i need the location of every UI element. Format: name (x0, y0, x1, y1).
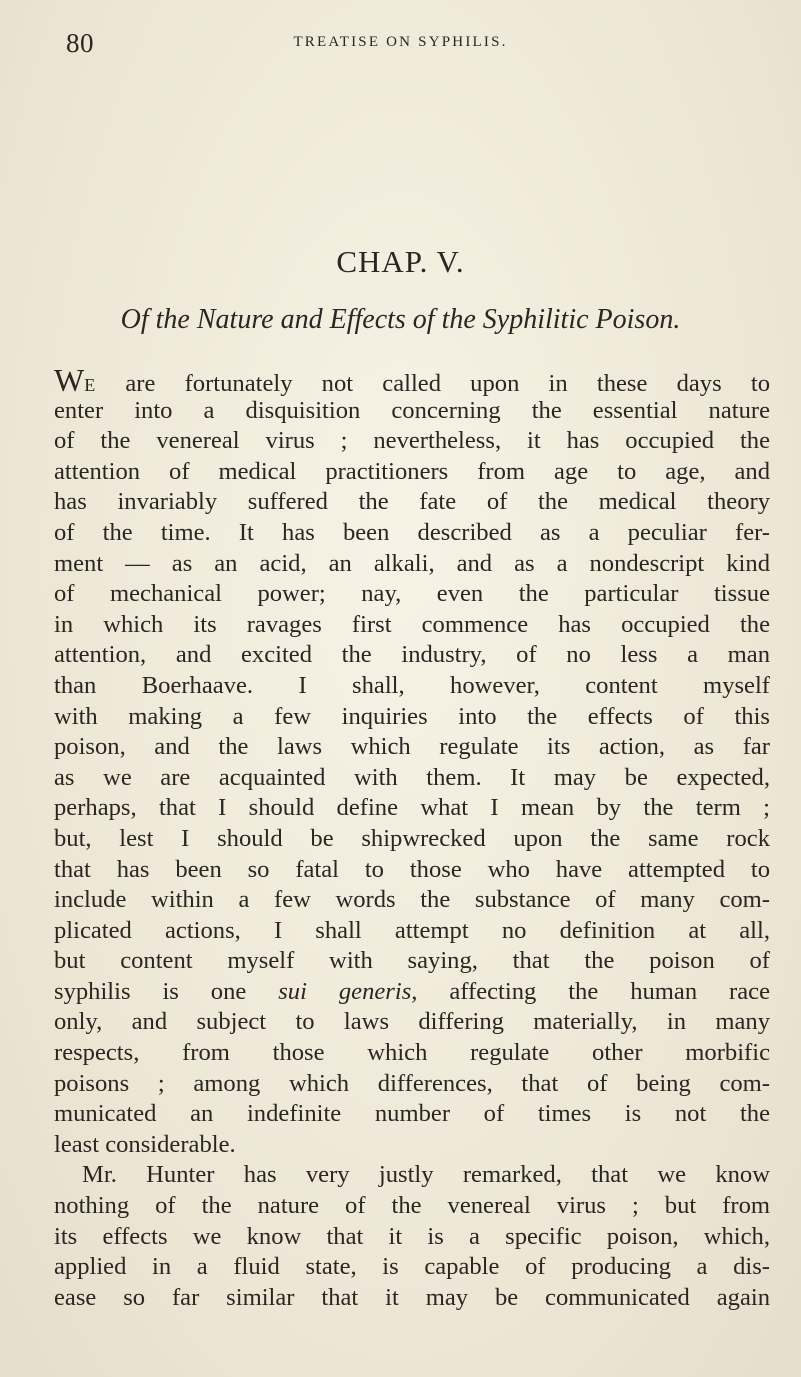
text-line-11: than Boerhaave. I shall, however, content myself (54, 671, 770, 699)
text-line-7: ment — as an acid, an alkali, and as a nondescript kind (54, 549, 770, 577)
text-line-29: its effects we know that it is a specific poison, which, (54, 1222, 770, 1250)
text-line-26: least considerable. (54, 1130, 236, 1158)
text-line-1 (54, 362, 770, 398)
latin-phrase: sui generis, (278, 977, 418, 1005)
text-line-22: only, and subject to laws differing materially, in many (54, 1008, 770, 1036)
text-line-19: plicated actions, I shall attempt no definition at all, (54, 916, 770, 944)
text-line-24: poisons ; among which differences, that of being com- (54, 1069, 770, 1097)
chapter-heading: CHAP. V. (336, 244, 465, 279)
text-line-1-words: are fortunately not called upon in these days to (125, 370, 770, 397)
text-line-21-end: affecting the human race (449, 977, 770, 1005)
text-line-16: but, lest I should be shipwrecked upon the same rock (54, 824, 770, 852)
page-number: 80 (66, 28, 94, 58)
text-line-5: has invariably suffered the fate of the medical theory (54, 488, 770, 516)
text-line-12: with making a few inquiries into the effects of this (54, 702, 770, 730)
body-text (54, 362, 770, 1313)
text-line-23: respects, from those which regulate other morbific (54, 1039, 770, 1067)
text-line-13: poison, and the laws which regulate its action, as far (54, 733, 770, 761)
text-line-6: of the time. It has been described as a peculiar fer- (54, 518, 770, 546)
text-line-18: include within a few words the substance of many com- (54, 886, 770, 914)
text-line-10: attention, and excited the industry, of no less a man (54, 641, 770, 669)
text-line-28: nothing of the nature of the venereal virus ; but from (54, 1192, 770, 1220)
text-line-17: that has been so fatal to those who have attempted to (54, 855, 770, 883)
drop-initial: W (54, 362, 85, 398)
text-line-4: attention of medical practitioners from age to age, and (54, 457, 770, 485)
opening-small-caps: E (84, 375, 97, 395)
text-line-15: perhaps, that I should define what I mean by the term ; (54, 794, 770, 822)
text-line-21-start: syphilis is one (54, 977, 247, 1005)
text-line-8: of mechanical power; nay, even the particular tissue (54, 580, 770, 608)
text-line-21 (54, 977, 770, 1008)
chapter-subtitle: Of the Nature and Effects of the Syphilitic Poison. (120, 304, 681, 335)
running-head (0, 20, 801, 60)
text-line-2: enter into a disquisition concerning the essential nature (54, 396, 770, 424)
running-title: TREATISE ON SYPHILIS. (293, 34, 508, 50)
text-line-31: ease so far similar that it may be communicated again (54, 1283, 770, 1311)
text-line-9: in which its ravages first commence has occupied the (54, 610, 770, 638)
text-line-20: but content myself with saying, that the poison of (54, 947, 770, 975)
text-line-3: of the venereal virus ; nevertheless, it has occupied the (54, 427, 770, 455)
text-line-25: municated an indefinite number of times is not the (54, 1100, 770, 1128)
text-line-27: Mr. Hunter has very justly remarked, that we know (82, 1161, 770, 1189)
text-line-30: applied in a fluid state, is capable of producing a dis- (54, 1253, 770, 1281)
text-line-14: as we are acquainted with them. It may be expected, (54, 763, 770, 791)
